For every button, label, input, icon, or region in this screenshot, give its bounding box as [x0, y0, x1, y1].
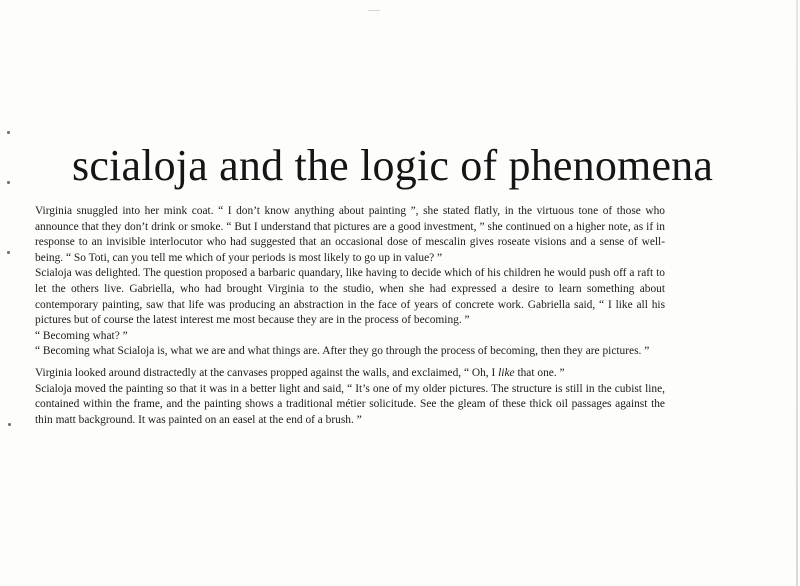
paragraph: Virginia looked around distractedly at the canvases propped against the walls, and exclaimed, “ Oh, I like that one. ”: [35, 366, 565, 379]
emphasis: like: [498, 366, 515, 379]
scan-mark: [7, 251, 10, 254]
article-body: [35, 204, 665, 428]
page-edge: [796, 0, 798, 586]
paragraph: “ Becoming what Scialoja is, what we are and what things are. After they go through the process of becoming, then they are pictures. ”: [35, 345, 650, 358]
scan-mark: [8, 423, 11, 426]
paragraph: Scialoja moved the painting so that it was in a better light and said, “ It’s one of my older pictures. The structure is still in the cubist line, contained within the frame, and the painting shows a traditional métier solicitude. See the gleam of these thick oil passages against the thin matt background. It was painted on an easel at the end of a brush. ”: [35, 382, 665, 426]
scan-smudge: [368, 10, 380, 11]
paragraph: Scialoja was delighted. The question proposed a barbaric quandary, like having to decide which of his children he would push off a raft to let the others live. Gabriella, who had brought Virginia to the studio, when she had expressed a desire to learn something about contemporary painting, saw that life was producing an abstraction in the face of years of concrete work. Gabriella said, “ I like all his pictures but of course the latest interest me most because they are in the process of becoming. ”: [35, 267, 665, 327]
scan-mark: [7, 131, 10, 134]
article-title: scialoja and the logic of phenomena: [72, 141, 714, 190]
scan-mark: [7, 181, 10, 184]
paragraph: “ Becoming what? ”: [35, 329, 128, 342]
paragraph: Virginia snuggled into her mink coat. “ I don’t know anything about painting ”, she stated flatly, in the virtuous tone of those who announce that they don’t drink or smoke. “ But I understand that pictures are a good investment, ” she continued on a higher note, as if in response to an invisible interlocutor who had suggested that an occasional dose of mescalin gives roseate visions and a sense of well-being. “ So Toti, can you tell me which of your periods is most likely to go up in value? ”: [35, 205, 665, 264]
